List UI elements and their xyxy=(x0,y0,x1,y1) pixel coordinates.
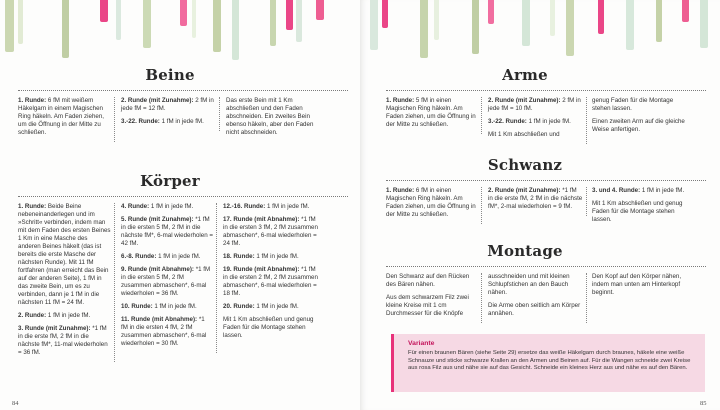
page-number-right: 85 xyxy=(700,400,707,407)
koerper-column-2: 4. Runde: 1 fM in jede fM. 5. Runde (mit Zunahme): *1 fM in die ersten 5 fM, 2 fM in die nächste fM*, 6-mal wiederholen = 42 fM. 6.-8. Runde: 1 fM in jede fM. 9. Runde (mit Abnahme): *1 fM in die ersten 5 fM, 2 fM zusammen abmaschen*, 6-mal wiederholen = 36 fM. 10. Runde: 1 fM in jede fM. 11. Runde (mit Abnahme): *1 fM in die ersten 4 fM, 2 fM zusammen abmaschen*, 6-mal wiederholen = 30 fM. xyxy=(121,203,217,353)
variante-title: Variante xyxy=(408,340,435,347)
ribbon-decoration xyxy=(360,0,720,60)
montage-column-1: Den Schwanz auf den Rücken des Bären nähen. Aus dem schwarzem Filz zwei kleine Kreise mit 1 cm Durchmesser für die Knöpfe xyxy=(386,273,482,323)
variante-box xyxy=(391,334,705,392)
divider xyxy=(386,90,706,91)
beine-column-2: 2. Runde (mit Zunahme): 2 fM in jede fM = 12 fM. 3.-22. Runde: 1 fM in jede fM. xyxy=(121,97,220,131)
divider xyxy=(18,90,348,91)
arme-column-2: 2. Runde (mit Zunahme): 2 fM in jede fM = 10 fM. 3.-22. Runde: 1 fM in jede fM. Mit 1 Km abschließen und xyxy=(488,97,587,144)
section-title-schwanz: Schwanz xyxy=(487,156,563,174)
schwanz-column-2: 2. Runde (mit Zunahme): *1 fM in die erste fM, 2 fM in die nächste fM*, 2-mal wiederholen = 9 fM. xyxy=(488,187,587,216)
section-title-montage: Montage xyxy=(487,242,563,260)
arme-column-1: 1. Runde: 5 fM in einen Magischen Ring häkeln. Am Faden ziehen, um die Öffnung in der Mitte zu schließen. xyxy=(386,97,482,134)
schwanz-column-1: 1. Runde: 6 fM in einen Magischen Ring häkeln. Am Faden ziehen, um die Öffnung in der Mitte zu schließen. xyxy=(386,187,482,224)
section-title-beine: Beine xyxy=(145,66,195,84)
divider xyxy=(386,266,706,267)
arme-column-3: genug Faden für die Montage stehen lassen. Einen zweiten Arm auf die gleiche Weise anfertigen. xyxy=(592,97,685,133)
divider xyxy=(386,180,706,181)
montage-column-2: ausschneiden und mit kleinen Schlupfstichen an den Bauch nähen. Die Arme oben seitlich am Körper annähen. xyxy=(488,273,587,323)
montage-column-3: Den Kopf auf den Körper nähen, indem man unten am Hinterkopf beginnt. xyxy=(592,273,682,296)
schwanz-column-3: 3. und 4. Runde: 1 fM in jede fM. Mit 1 Km abschließen und genug Faden für die Montage stehen lassen. xyxy=(592,187,685,223)
koerper-column-3: 12.-16. Runde: 1 fM in jede fM. 17. Runde (mit Abnahme): *1 fM in die ersten 3 fM, 2 fM zusammen abmaschen*, 6-mal wiederholen = 24 fM. 18. Runde: 1 fM in jede fM. 19. Runde (mit Abnahme): *1 fM in die ersten 2 fM, 2 fM zusammen abmaschen*, 6-mal wiederholen = 18 fM. 20. Runde: 1 fM in jede fM. Mit 1 Km abschließen und genug Faden für die Montage stehen lassen. xyxy=(223,203,318,339)
beine-column-3: Das erste Bein mit 1 Km abschließen und den Faden abschneiden. Ein zweites Bein ebenso häkeln, aber den Faden nicht abschneiden. xyxy=(226,97,314,136)
koerper-column-1: 1. Runde: Beide Beine nebeneinanderlegen und im »Schritt« verbinden, indem man mit dem Faden des ersten Beines 1 Km in eine Masche des anderen Beines häkelt (das ist bereits die erste Masche der nächsten Runde). Mit 11 fM fortfahren (man erreicht das Bein auf der anderen Seite), 1 fM in das zweite Bein, um es zu verbinden, dann je 1 fM in die nächsten 11 fM = 24 fM. 2. Runde: 1 fM in jede fM. 3. Runde (mit Zunahme): *1 fM in die erste fM, 2 fM in die nächste fM*, 11-mal wiederholen = 36 fM. xyxy=(18,203,115,362)
page-number-left: 84 xyxy=(12,400,19,407)
section-title-koerper: Körper xyxy=(140,172,200,190)
beine-column-1: 1. Runde: 6 fM mit weißem Häkelgarn in einem Magischen Ring häkeln. Am Faden ziehen, um die Öffnung in der Mitte zu schließen. xyxy=(18,97,115,142)
divider xyxy=(18,196,348,197)
section-title-arme: Arme xyxy=(502,66,548,84)
variante-text: Für einen braunen Bären (siehe Seite 29) ersetze das weiße Häkelgarn durch braunes, häkele eine weiße Schnauze und sticke schwarze Krallen an den Armen und Beinen auf. Für die Wangen schneide zwei Kreise aus rosa Filz aus und nähe sie auf das Gesicht. Schneide ein kleines Herz aus und nähe es auf den Bären. xyxy=(408,350,691,372)
ribbon-decoration xyxy=(0,0,360,60)
